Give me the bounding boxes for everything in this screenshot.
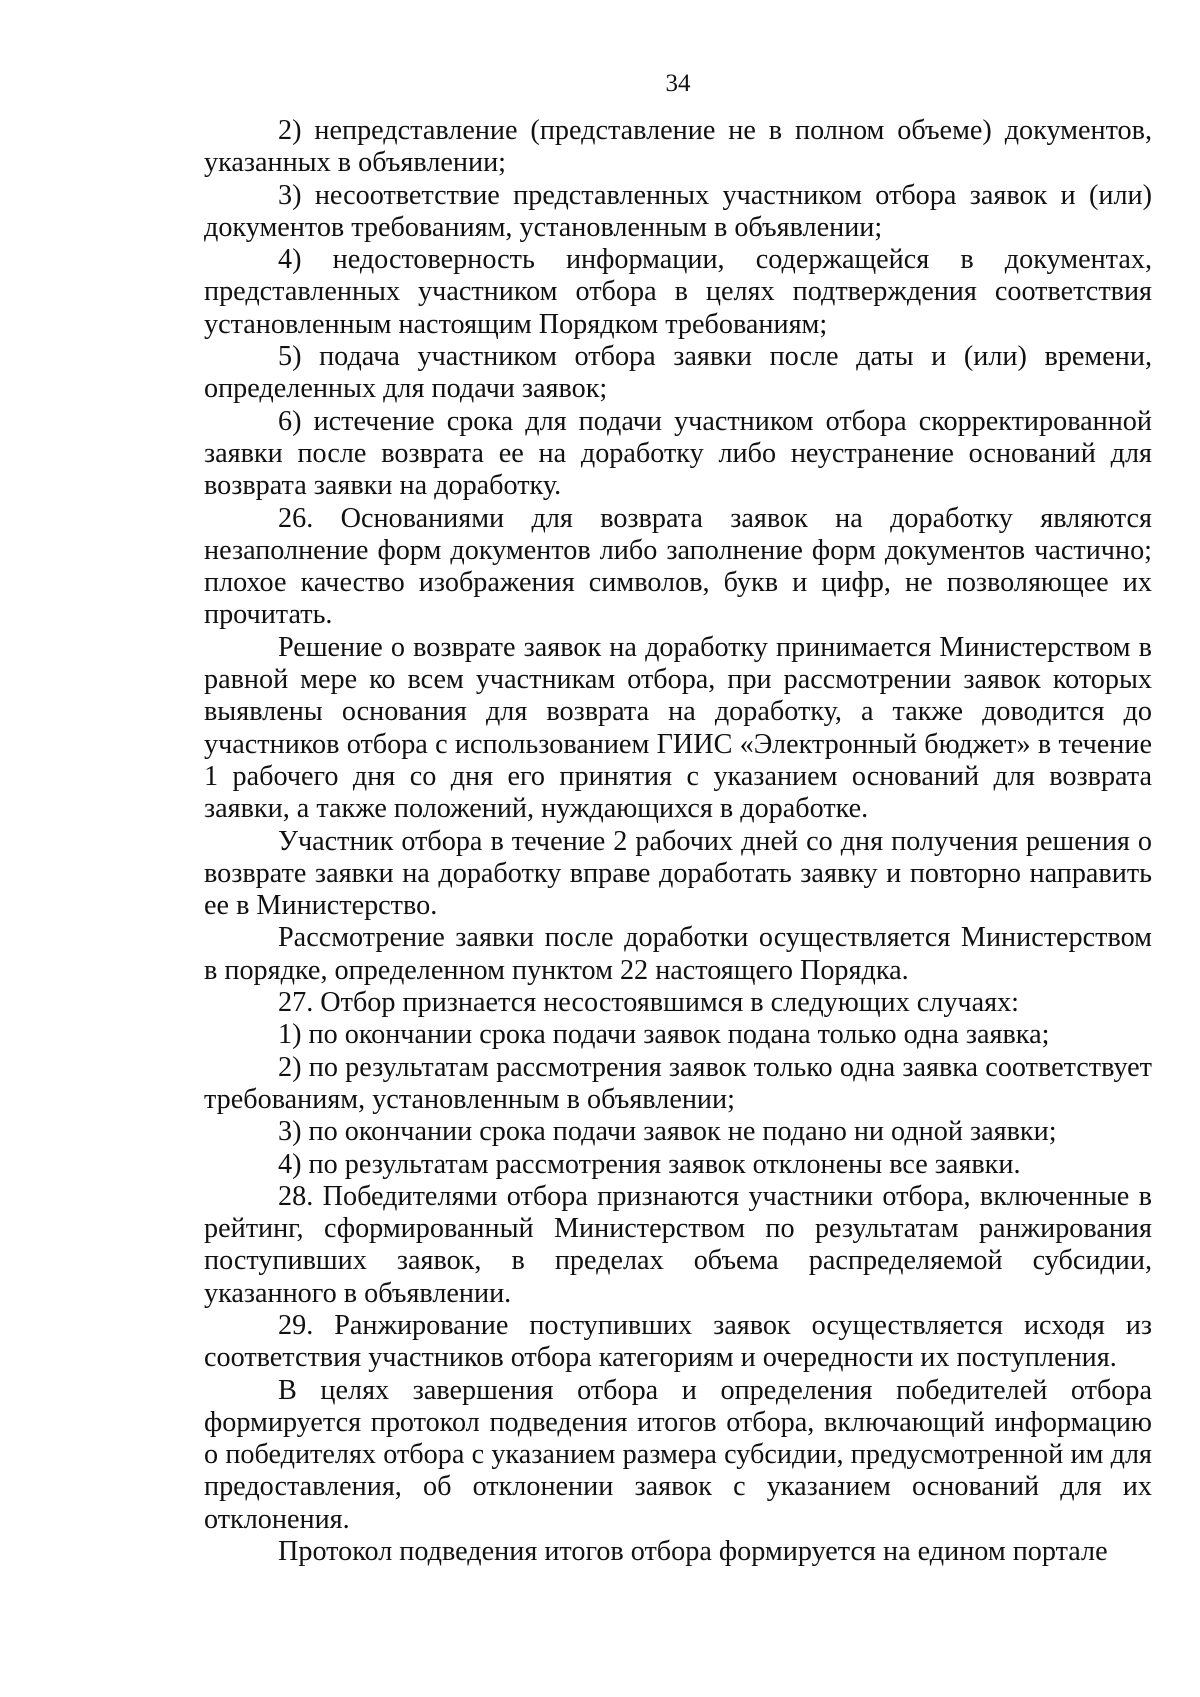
paragraph-clause-29: 29. Ранжирование поступивших заявок осуществляется исходя из соответствия участников отбора категориям и очередности их поступления.	[204, 1309, 1152, 1374]
paragraph-clause-28: 28. Победителями отбора признаются участники отбора, включенные в рейтинг, сформированный Министерством по результатам ранжирования поступивших заявок, в пределах объема распределяемой субсидии, указанного в объявлении.	[204, 1180, 1152, 1309]
paragraph-return-decision: Решение о возврате заявок на доработку принимается Министерством в равной мере ко всем участникам отбора, при рассмотрении заявок которых выявлены основания для возврата на доработку, а также доводится до участников отбора с использованием ГИИС «Электронный бюджет» в течение 1 рабочего дня со дня его принятия с указанием оснований для возврата заявки, а также положений, нуждающихся в доработке.	[204, 631, 1152, 825]
paragraph-item-2: 2) непредставление (представление не в полном объеме) документов, указанных в объявлении;	[204, 115, 1152, 179]
paragraph-protocol-content: В целях завершения отбора и определения победителей отбора формируется протокол подведения итогов отбора, включающий информацию о победителях отбора с указанием размера субсидии, предусмотренной им для предоставления, об отклонении заявок с указанием оснований для их отклонения.	[204, 1374, 1152, 1535]
paragraph-item-3: 3) несоответствие представленных участником отбора заявок и (или) документов требованиям, установленным в объявлении;	[204, 179, 1152, 243]
page-number: 34	[665, 70, 691, 97]
paragraph-case-2: 2) по результатам рассмотрения заявок только одна заявка соответствует требованиям, установленным в объявлении;	[204, 1051, 1152, 1115]
paragraph-clause-26: 26. Основаниями для возврата заявок на доработку являются незаполнение форм документов либо заполнение форм документов частично; плохое качество изображения символов, букв и цифр, не позволяющее их прочитать.	[204, 502, 1152, 631]
paragraph-item-5: 5) подача участником отбора заявки после даты и (или) времени, определенных для подачи заявок;	[204, 341, 1152, 405]
paragraph-case-4: 4) по результатам рассмотрения заявок отклонены все заявки.	[278, 1148, 1021, 1180]
document-body	[204, 115, 1152, 1568]
paragraph-clause-27: 27. Отбор признается несостоявшимся в следующих случаях:	[278, 987, 1020, 1019]
paragraph-protocol-portal: Протокол подведения итогов отбора формируется на едином портале	[278, 1536, 1108, 1568]
paragraph-case-1: 1) по окончании срока подачи заявок подана только одна заявка;	[278, 1019, 1050, 1051]
paragraph-item-6: 6) истечение срока для подачи участником отбора скорректированной заявки после возврата ее на доработку либо неустранение оснований для возврата заявки на доработку.	[204, 405, 1152, 502]
paragraph-item-4: 4) недостоверность информации, содержащейся в документах, представленных участником отбора в целях подтверждения соответствия установленным настоящим Порядком требованиям;	[204, 244, 1152, 340]
paragraph-review-after-rework: Рассмотрение заявки после доработки осуществляется Министерством в порядке, определенном пунктом 22 настоящего Порядка.	[204, 922, 1152, 986]
paragraph-case-3: 3) по окончании срока подачи заявок не подано ни одной заявки;	[278, 1116, 1057, 1148]
paragraph-participant-rework: Участник отбора в течение 2 рабочих дней со дня получения решения о возврате заявки на доработку вправе доработать заявку и повторно направить ее в Министерство.	[204, 825, 1152, 922]
